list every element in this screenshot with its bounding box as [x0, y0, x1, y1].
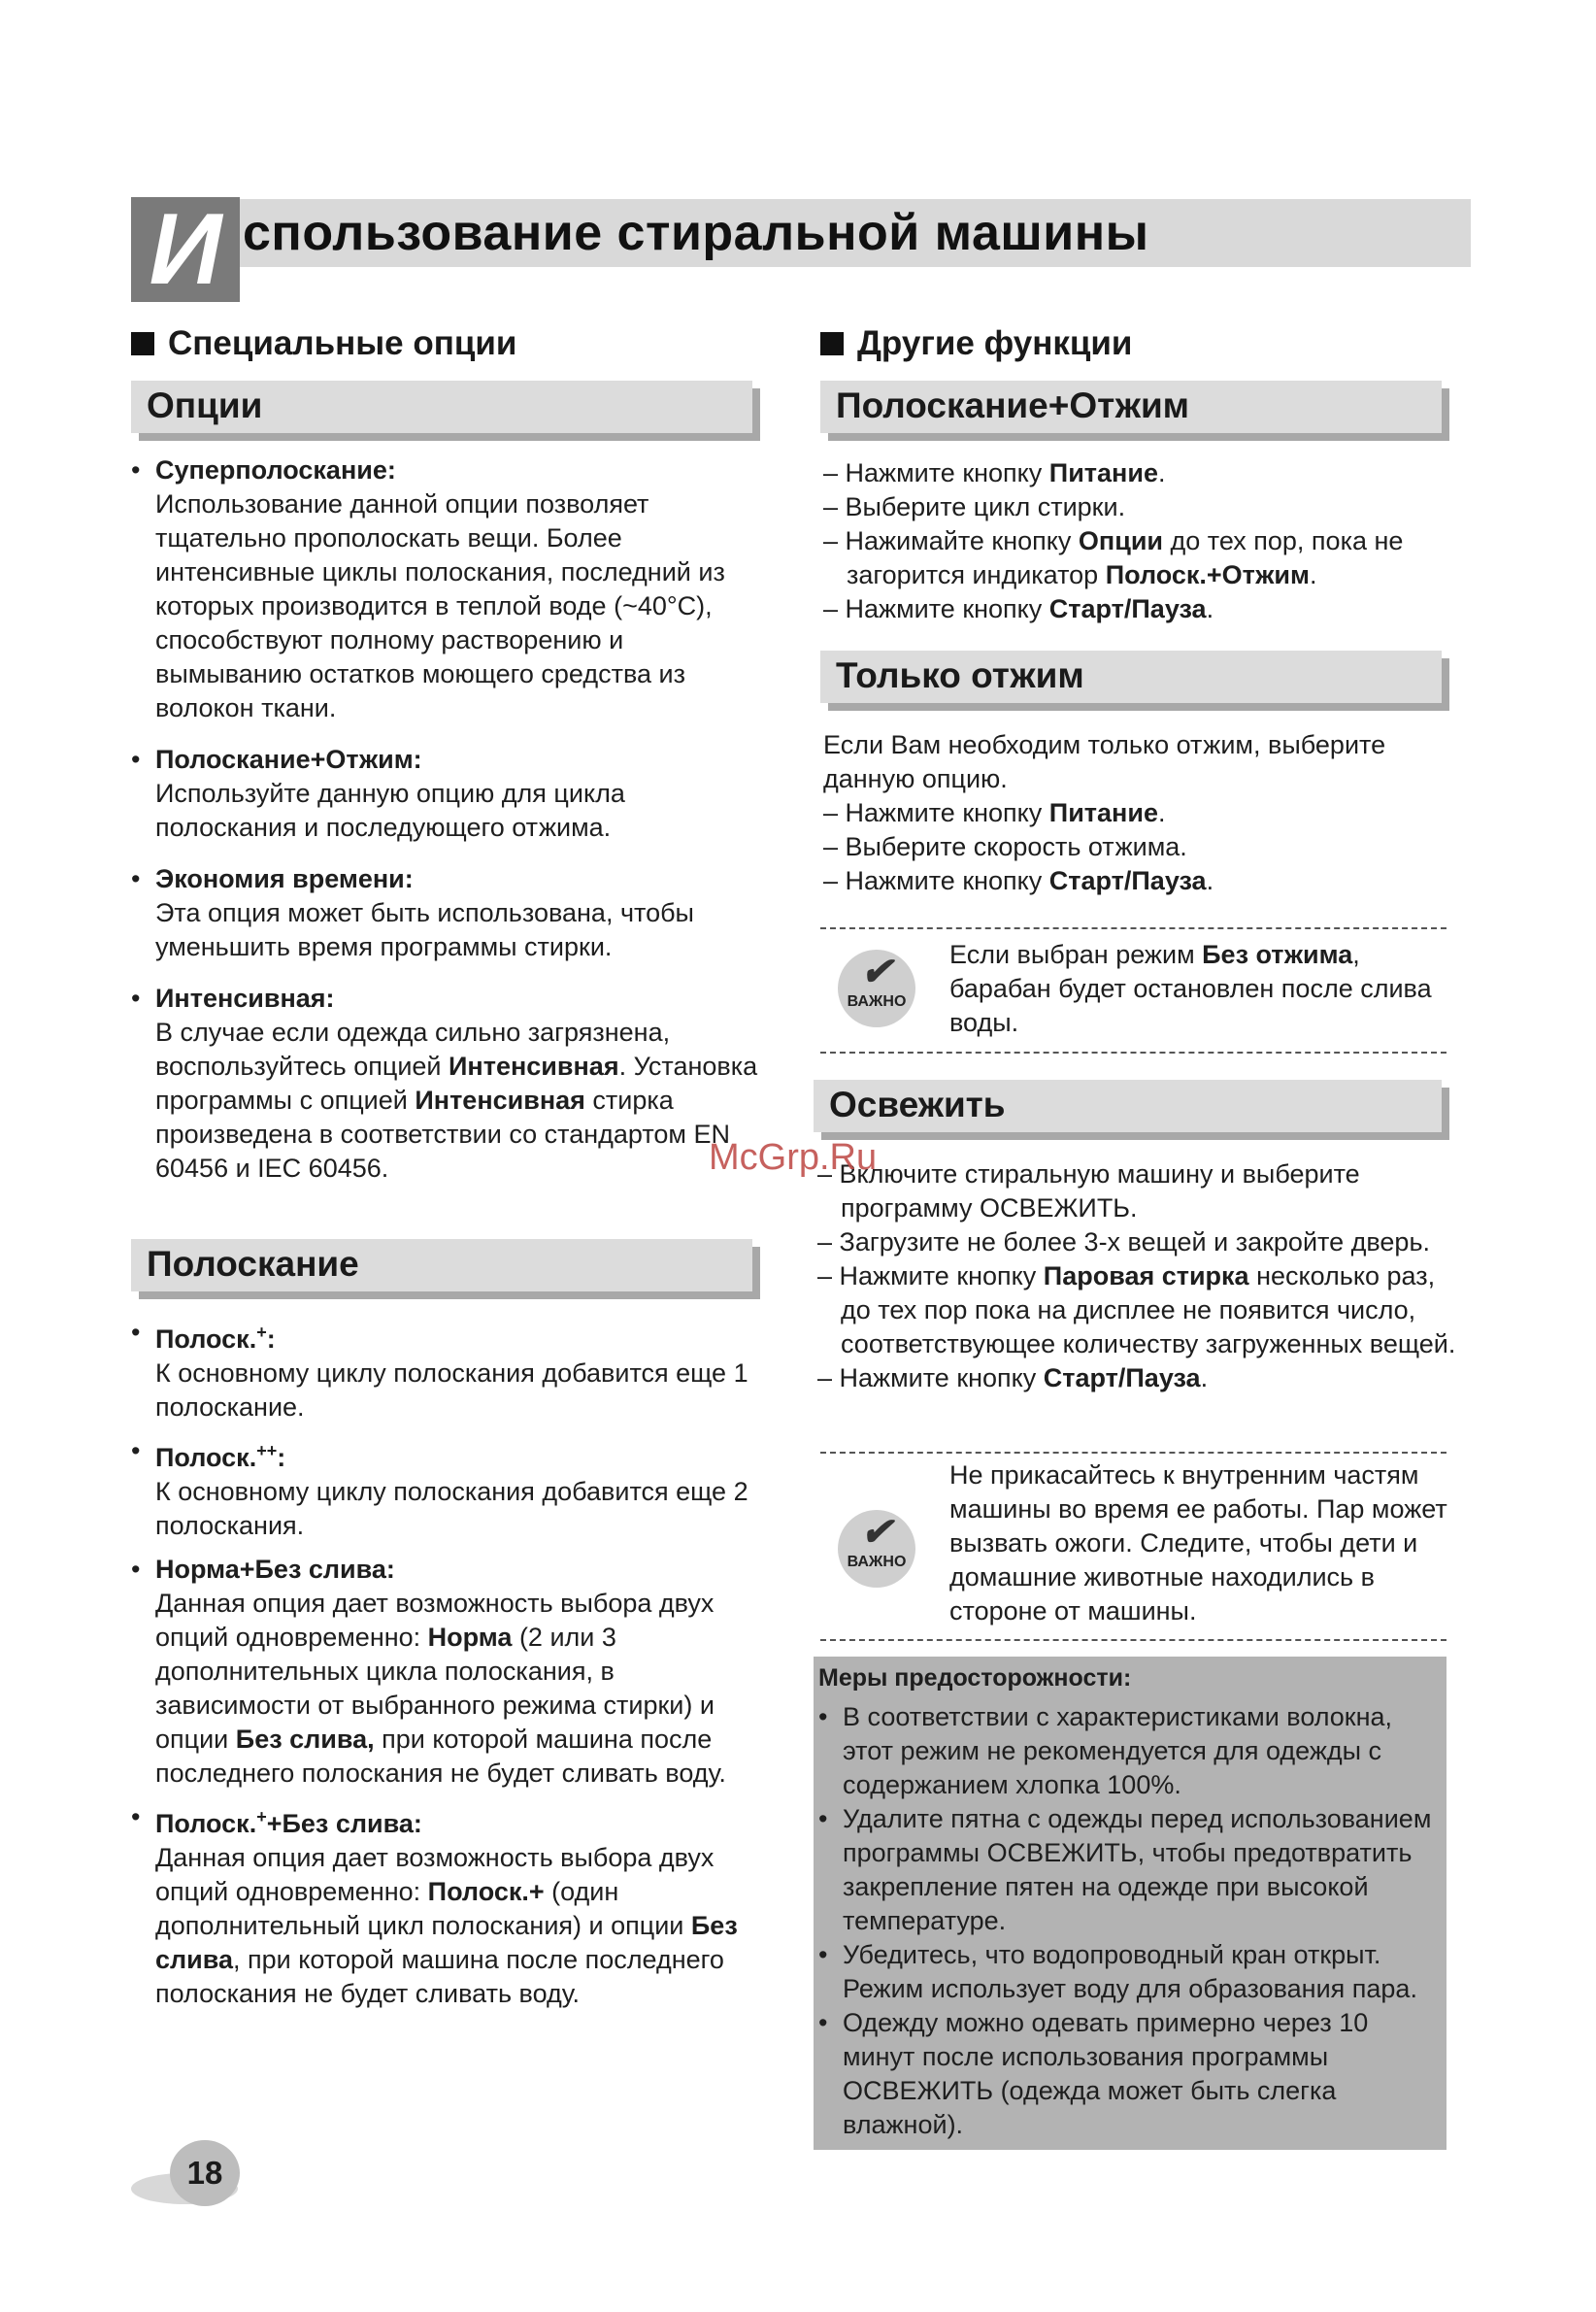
- options-heading-bar: Опции: [131, 381, 752, 433]
- precaution-item: • В соответствии с характеристиками волокна, этот режим не рекомендуется для одежды с содержанием хлопка 100%.: [818, 1700, 1440, 1802]
- refresh-steps: [817, 1157, 1458, 1395]
- step-item: – Выберите скорость отжима.: [823, 832, 1187, 861]
- step-item: – Загрузите не более 3-х вещей и закройте дверь.: [817, 1227, 1431, 1257]
- option-item-superrinse: [131, 453, 772, 725]
- rinse-spin-heading-bar: Полоскание+Отжим: [820, 381, 1442, 433]
- rinse-title: • Норма+Без слива:: [155, 1555, 395, 1584]
- important-label: ВАЖНО: [847, 993, 907, 1010]
- rinse-item-plus-hold: [131, 1800, 772, 2011]
- spin-only-intro: Если Вам необходим только отжим, выберите данную опцию.: [823, 730, 1386, 793]
- options-list: [131, 453, 772, 1186]
- rinse-spin-steps: [823, 456, 1454, 626]
- important-icon: [838, 950, 915, 1027]
- watermark: McGrp.Ru: [709, 1137, 878, 1178]
- right-section-header: [820, 322, 1132, 365]
- rinse-item-normal-hold: [131, 1553, 772, 1791]
- important-label: ВАЖНО: [847, 1554, 907, 1570]
- precaution-item: • Убедитесь, что водопроводный кран открыт. Режим использует воду для образования пара.: [818, 1938, 1440, 2006]
- precautions-box: [814, 1657, 1446, 2150]
- checkmark-icon: ✔: [860, 951, 893, 993]
- rinse-title: • Полоск.++Без слива:: [155, 1807, 422, 1838]
- precaution-item: • Удалите пятна с одежды перед использованием программы ОСВЕЖИТЬ, чтобы предотвратить закрепление пятен на одежде при высокой температуре.: [818, 1802, 1440, 1938]
- rinse-item-plusplus: [131, 1434, 772, 1543]
- option-title: • Суперполоскание:: [155, 455, 396, 485]
- spin-only-content: [823, 728, 1454, 898]
- step-item: – Нажмите кнопку Питание.: [823, 798, 1166, 827]
- spin-only-heading-bar: Только отжим: [820, 651, 1442, 703]
- dashed-divider: [820, 1052, 1446, 1054]
- dashed-divider: [820, 1639, 1446, 1641]
- step-item: – Нажмите кнопку Старт/Пауза.: [817, 1363, 1209, 1392]
- step-item: – Нажмите кнопку Старт/Пауза.: [823, 866, 1214, 895]
- step-item: – Включите стиральную машину и выберите программу ОСВЕЖИТЬ.: [817, 1159, 1360, 1223]
- dashed-divider: [820, 1452, 1446, 1454]
- rinse-description: Данная опция дает возможность выбора двух опций одновременно: Норма (2 или 3 дополнительных цикла полоскания, в зависимости от выбранного режима стирки) и опции Без слива, при которой машина после последнего полоскания не будет сливать воду.: [155, 1589, 726, 1788]
- rinse-item-plus: [131, 1316, 772, 1424]
- option-item-time-save: [131, 862, 772, 964]
- refresh-note: Не прикасайтесь к внутренним частям машины во время ее работы. Пар может вызвать ожоги. Следите, чтобы дети и домашние животные находились в стороне от машины.: [949, 1460, 1447, 1625]
- left-section-header: [131, 322, 516, 365]
- important-icon: [838, 1510, 915, 1588]
- step-item: – Нажмите кнопку Питание.: [823, 458, 1166, 487]
- right-section-title: Другие функции: [857, 324, 1133, 362]
- option-description: В случае если одежда сильно загрязнена, воспользуйтесь опцией Интенсивная. Установка программы с опцией Интенсивная стирка произведена в соответствии со стандартом EN 60456 и IEC 60456.: [155, 1018, 758, 1183]
- rinse-title: • Полоск.+:: [155, 1323, 276, 1354]
- rinse-description: К основному циклу полоскания добавится еще 1 полоскание.: [155, 1358, 748, 1422]
- option-description: Используйте данную опцию для цикла полоскания и последующего отжима.: [155, 779, 625, 842]
- precautions-list: [818, 1700, 1440, 2142]
- step-item: – Нажмите кнопку Паровая стирка несколько раз, до тех пор пока на дисплее не появится число, соответствующее количеству загруженных вещей.: [817, 1261, 1456, 1358]
- square-bullet-icon: [820, 332, 844, 355]
- step-item: – Нажимайте кнопку Опции до тех пор, пока не загорится индикатор Полоск.+Отжим.: [823, 526, 1404, 589]
- option-title: • Полоскание+Отжим:: [155, 745, 422, 774]
- rinse-description: К основному циклу полоскания добавится еще 2 полоскания.: [155, 1477, 748, 1540]
- option-title: • Интенсивная:: [155, 984, 335, 1013]
- refresh-heading-bar: Освежить: [814, 1080, 1442, 1132]
- rinse-title: • Полоск.++:: [155, 1441, 286, 1472]
- spin-only-note: Если выбран режим Без отжима, барабан будет остановлен после слива воды.: [949, 940, 1432, 1037]
- title-initial-letter: И: [131, 197, 240, 302]
- precautions-title: Меры предосторожности:: [818, 1664, 1132, 1692]
- option-item-intensive: [131, 982, 772, 1186]
- rinse-list: [131, 1316, 772, 2011]
- step-item: – Нажмите кнопку Старт/Пауза.: [823, 594, 1214, 623]
- dashed-divider: [820, 927, 1446, 929]
- step-item: – Выберите цикл стирки.: [823, 492, 1126, 521]
- option-item-rinse-spin: [131, 743, 772, 845]
- option-description: Эта опция может быть использована, чтобы уменьшить время программы стирки.: [155, 898, 694, 961]
- rinse-description: Данная опция дает возможность выбора двух опций одновременно: Полоск.+ (один дополнительный цикл полоскания) и опции Без слива, при которой машина после последнего полоскания не будет сливать воду.: [155, 1843, 738, 2008]
- precaution-item: • Одежду можно одевать примерно через 10 минут после использования программы ОСВЕЖИТЬ (одежда может быть слегка влажной).: [818, 2006, 1440, 2142]
- page-title: спользование стиральной машины: [243, 205, 1149, 261]
- square-bullet-icon: [131, 332, 154, 355]
- left-section-title: Специальные опции: [168, 324, 517, 362]
- rinse-heading-bar: Полоскание: [131, 1239, 752, 1291]
- page-number: 18: [170, 2140, 240, 2206]
- option-title: • Экономия времени:: [155, 864, 414, 893]
- checkmark-icon: ✔: [860, 1511, 893, 1554]
- option-description: Использование данной опции позволяет тщательно прополоскать вещи. Более интенсивные циклы полоскания, последний из которых производится в теплой воде (~40°С), способствуют полному растворению и вымыванию остатков моющего средства из волокон ткани.: [155, 489, 725, 722]
